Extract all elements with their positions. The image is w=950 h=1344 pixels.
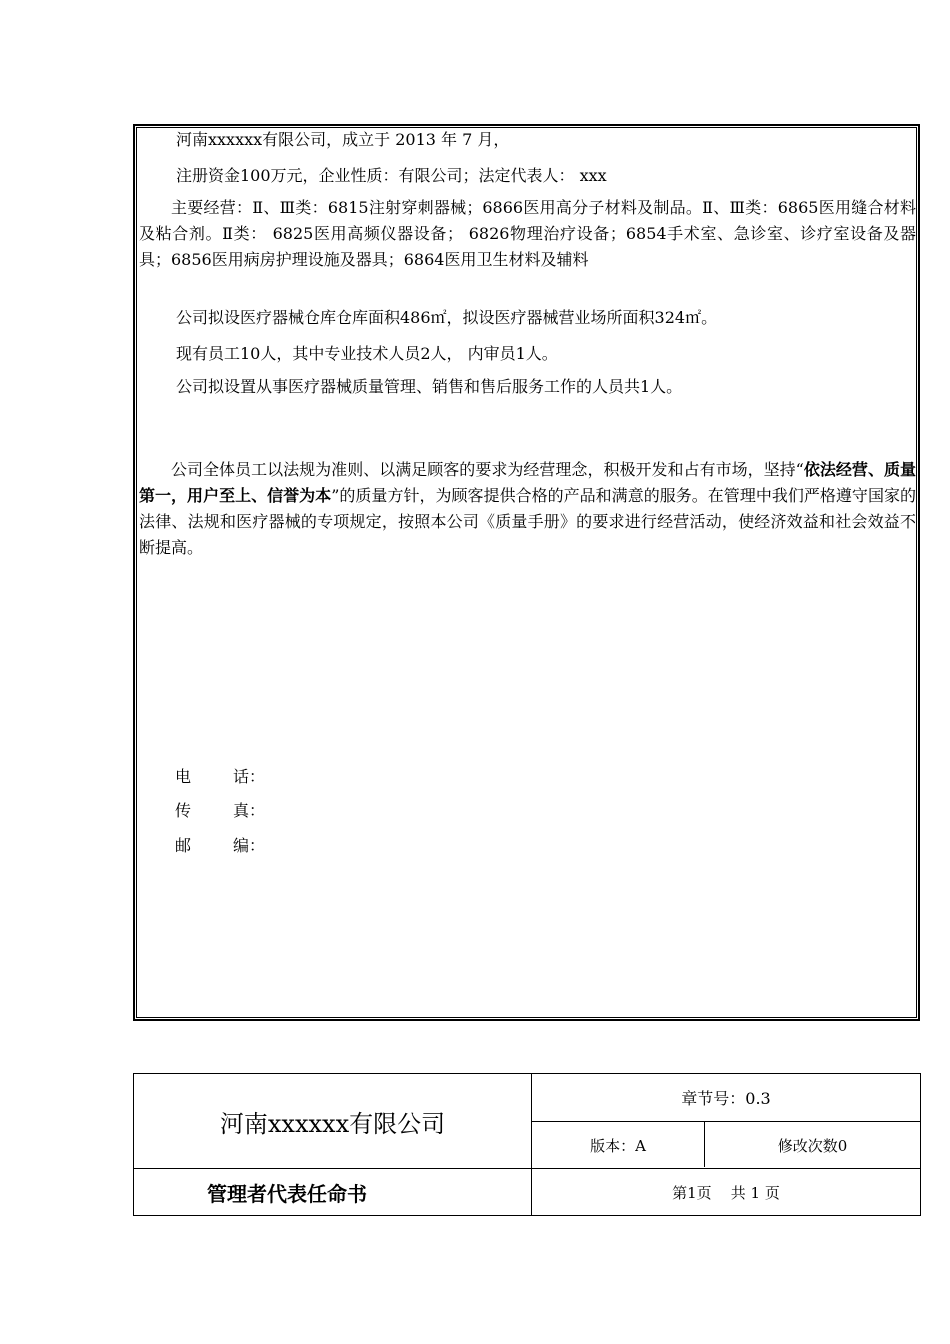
footer-revision: 修改次数0 — [777, 1136, 848, 1155]
area-line: 公司拟设医疗器械仓库仓库面积486㎡，拟设医疗器械营业场所面积324㎡。 — [176, 308, 718, 327]
postcode-field — [175, 836, 265, 856]
policy-text-after: ”的质量方针，为顾客提供合格的产品和满意的服务。在管理中我们严格遵守国家的法律、法规和医疗器械的专项规定，按照本公司《质量手册》的要求进行经营活动，使经济效益和社会效益不断提高。 — [139, 486, 916, 557]
staff-line: 现有员工10人，其中专业技术人员2人， 内审员1人。 — [176, 344, 558, 363]
policy-motto: 依法经营、质量第一，用户至上、信誉为本 — [139, 460, 916, 505]
phone-label-1: 电 — [175, 767, 192, 786]
footer-document-title: 管理者代表任命书 — [207, 1181, 367, 1206]
quality-staff-line: 公司拟设置从事医疗器械质量管理、销售和售后服务工作的人员共1人。 — [176, 377, 683, 396]
content-frame — [133, 124, 920, 1021]
fax-label-1: 传 — [175, 801, 192, 820]
fax-field — [175, 801, 265, 821]
postcode-label-2: 编： — [233, 836, 266, 855]
footer-version: 版本：A — [590, 1136, 646, 1155]
footer-company-name: 河南xxxxxx有限公司 — [219, 1109, 446, 1138]
footer-chapter: 章节号：0.3 — [681, 1089, 771, 1108]
company-intro-line: 河南xxxxxx有限公司，成立于 2013 年 7 月， — [176, 130, 510, 149]
document-footer-table — [133, 1073, 921, 1216]
registration-line: 注册资金100万元，企业性质：有限公司；法定代表人： xxx — [176, 166, 607, 185]
phone-label-2: 话： — [233, 767, 266, 786]
business-scope: 主要经营：Ⅱ、Ⅲ类：6815注射穿刺器械；6866医用高分子材料及制品。Ⅱ、Ⅲ类：6865医用缝合材料及粘合剂。Ⅱ类： 6825医用高频仪器设备； 6826物理治疗设备；6854手术室、急诊室、诊疗室设备及器具；6856医用病房护理设施及器具；6864医用卫生材料及辅料 — [139, 198, 916, 269]
fax-label-2: 真： — [233, 801, 266, 820]
postcode-label-1: 邮 — [175, 836, 192, 855]
quality-policy — [139, 457, 916, 561]
phone-field — [175, 767, 265, 787]
footer-page-number: 第1页 共 1 页 — [672, 1183, 780, 1202]
policy-text-before: 公司全体员工以法规为准则、以满足顾客的要求为经营理念，积极开发和占有市场，坚持“ — [171, 460, 804, 479]
